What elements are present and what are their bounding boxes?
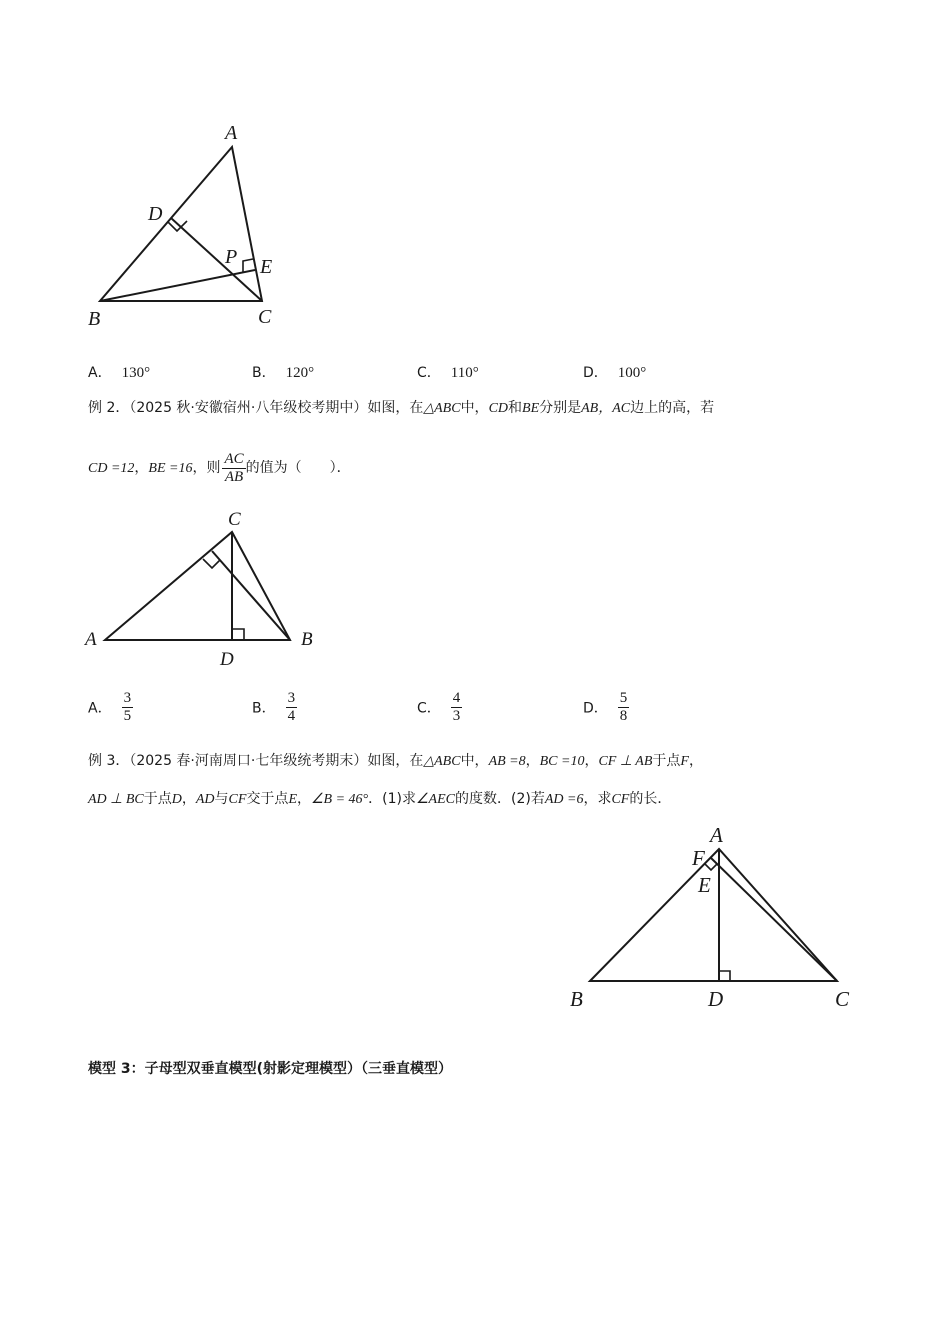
fig1-label-b: B (88, 308, 101, 330)
fig1-label-p: P (225, 246, 238, 268)
q2-option-d[interactable]: D． $\frac{5}{8}$ (583, 690, 628, 724)
model-3-title: 模型 3：子母型双垂直模型(射影定理模型）（三垂直模型） (88, 1061, 453, 1077)
fig2-right-angle-e (203, 559, 220, 568)
q1-option-c[interactable]: C． 110° (417, 365, 479, 381)
fig3-right-angle-f (705, 864, 717, 870)
figure-3 (560, 818, 870, 1018)
fig2-label-c: C (228, 509, 241, 530)
fig1-label-a: A (225, 122, 238, 144)
fig3-triangle-abc (590, 849, 837, 981)
fig2-label-a: A (85, 629, 97, 650)
fig3-label-d: D (708, 987, 724, 1011)
q1-option-d[interactable]: D． 100° (583, 365, 647, 381)
fig3-label-f: F (692, 846, 705, 870)
fig3-label-c: C (835, 987, 850, 1011)
example-2-line-1: 例 2．（2025 秋·安徽宿州·八年级校考期中）如图，在△ABC中，CD和BE分别是AB，AC边上的高，若 (88, 400, 715, 416)
q2-option-c[interactable]: C． $\frac{4}{3}$ (417, 690, 461, 724)
figure-1 (80, 115, 300, 335)
fig2-label-b: B (301, 629, 313, 650)
fig3-label-e: E (698, 873, 711, 897)
q2-option-b[interactable]: B． $\frac{3}{4}$ (252, 690, 296, 724)
fig3-label-a: A (710, 823, 723, 847)
fig2-label-d: D (220, 649, 234, 670)
q1-option-a[interactable]: A． 130° (88, 365, 151, 381)
example-2-line-2: CD =12，BE =16，则 $\frac{AC}{AB}$ 的值为（ ）． (88, 450, 351, 485)
fig2-right-angle-d (233, 629, 244, 640)
fig3-altitude-cf (711, 858, 837, 981)
example-3-line-2: AD ⊥ BC于点D，AD与CF交于点E，∠B = 46°．(1)求∠AEC的度数．(2)若AD =6，求CF的长． (88, 791, 672, 807)
fig1-label-c: C (258, 306, 272, 328)
fig2-altitude-be (212, 551, 290, 640)
fig1-label-d: D (148, 203, 163, 225)
fig3-label-b: B (570, 987, 583, 1011)
q2-option-a[interactable]: A． $\frac{3}{5}$ (88, 690, 132, 724)
example-3-line-1: 例 3．（2025 春·河南周口·七年级统考期末）如图，在△ABC中，AB =8，BC =10，CF ⊥ AB于点F， (88, 753, 703, 769)
figure-2 (80, 505, 330, 675)
fig3-right-angle-d (720, 971, 730, 981)
q1-option-b[interactable]: B． 120° (252, 365, 315, 381)
fig1-label-e: E (260, 256, 273, 278)
ac-over-ab-fraction: $\frac{AC}{AB}$ (224, 450, 244, 485)
fig2-triangle-abc (105, 532, 290, 640)
